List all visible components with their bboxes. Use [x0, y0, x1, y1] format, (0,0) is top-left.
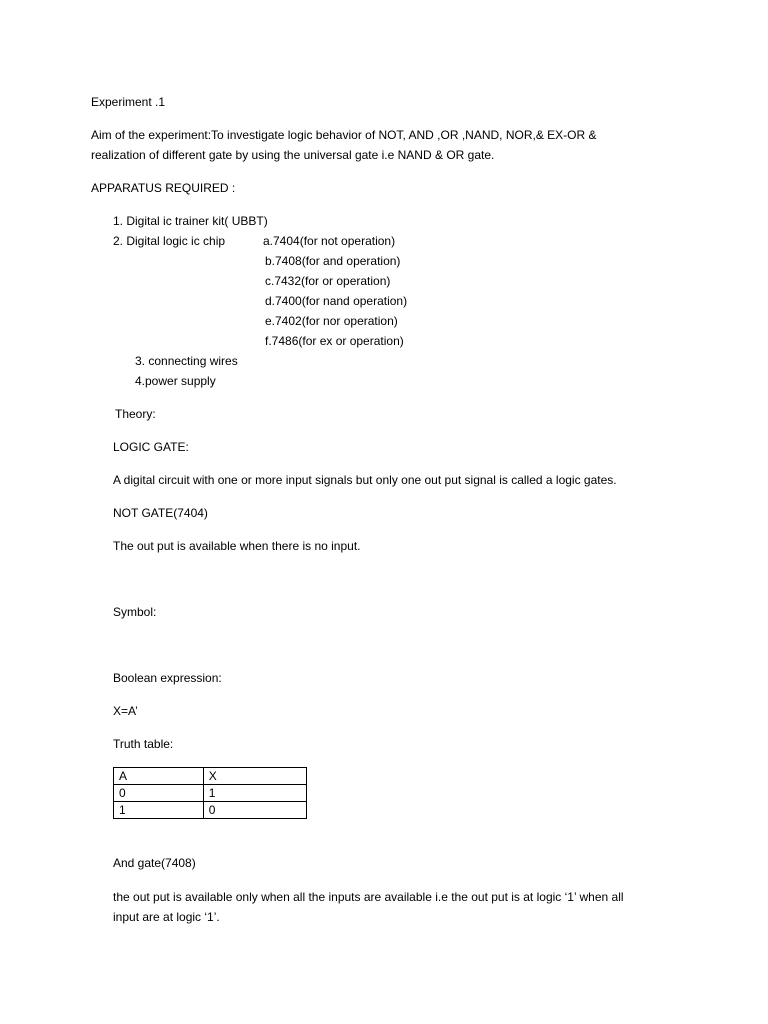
chip-list-item: d.7400(for nand operation)	[265, 294, 408, 308]
table-row	[114, 802, 307, 819]
chip-list-item: a.7404(for not operation)	[263, 234, 396, 248]
table-row	[114, 785, 307, 802]
chip-list-item: c.7432(for or operation)	[265, 274, 391, 288]
truth-table-label: Truth table:	[113, 737, 174, 751]
chip-list-item: b.7408(for and operation)	[265, 254, 401, 268]
apparatus-item-4: 4.power supply	[135, 374, 216, 388]
not-gate-heading: NOT GATE(7404)	[113, 506, 208, 520]
experiment-title: Experiment .1	[91, 95, 166, 109]
and-gate-description-line-1: the out put is available only when all the inputs are available i.e the out put is at logic ‘1’ when all	[113, 890, 624, 904]
apparatus-item-1: 1. Digital ic trainer kit( UBBT)	[113, 214, 268, 228]
chip-list-item: e.7402(for nor operation)	[265, 314, 398, 328]
table-cell: 0	[114, 785, 204, 802]
table-header-cell: A	[114, 768, 204, 785]
boolean-expression-label: Boolean expression:	[113, 671, 222, 685]
and-gate-description-line-2: input are at logic ‘1’.	[113, 910, 220, 924]
truth-table	[113, 767, 307, 819]
theory-heading: Theory:	[115, 407, 156, 421]
apparatus-item-3: 3. connecting wires	[135, 354, 238, 368]
boolean-expression: X=A’	[113, 704, 138, 718]
table-row	[114, 768, 307, 785]
logic-gate-definition: A digital circuit with one or more input signals but only one out put signal is called a logic gates.	[113, 473, 617, 487]
aim-line-2: realization of different gate by using the universal gate i.e NAND & OR gate.	[91, 148, 495, 162]
table-cell: 1	[114, 802, 204, 819]
table-cell: 0	[203, 802, 306, 819]
aim-line-1: Aim of the experiment:To investigate logic behavior of NOT, AND ,OR ,NAND, NOR,& EX-OR &	[91, 128, 597, 142]
symbol-label: Symbol:	[113, 605, 157, 619]
chip-list-item: f.7486(for ex or operation)	[265, 334, 404, 348]
table-cell: 1	[203, 785, 306, 802]
and-gate-heading: And gate(7408)	[113, 856, 196, 870]
not-gate-description: The out put is available when there is no input.	[113, 539, 361, 553]
apparatus-heading: APPARATUS REQUIRED :	[91, 181, 236, 195]
table-header-cell: X	[203, 768, 306, 785]
logic-gate-heading: LOGIC GATE:	[113, 440, 189, 454]
apparatus-item-2: 2. Digital logic ic chip	[113, 234, 226, 248]
